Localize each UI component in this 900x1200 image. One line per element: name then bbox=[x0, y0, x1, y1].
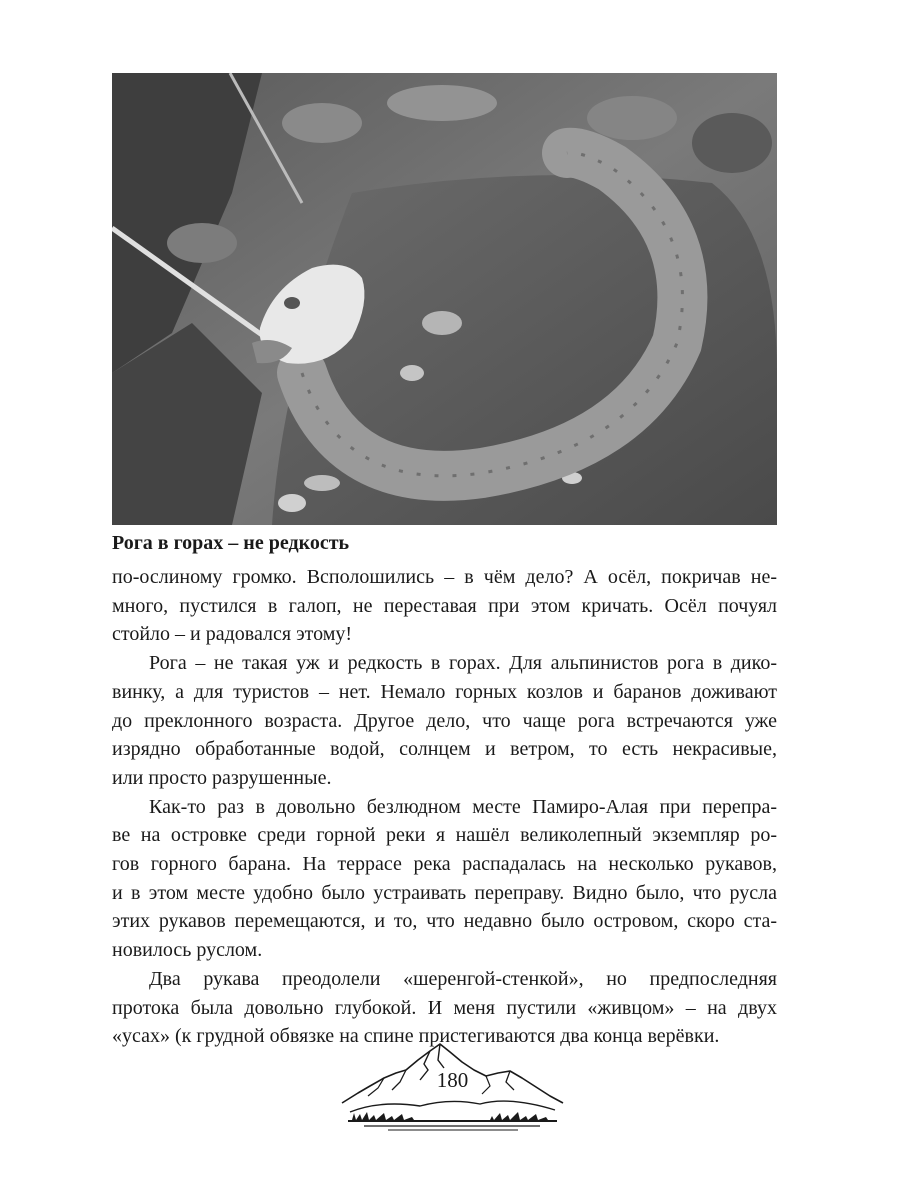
text-line: Как-то раз в довольно безлюдном месте Памиро-Алая при перепра- bbox=[149, 795, 777, 818]
text-line: по-ослиному громко. Всполошились – в чём дело? А осёл, покричав не- bbox=[112, 566, 777, 588]
text-line: протока была довольно глубокой. И меня пустили «живцом» – на двух bbox=[112, 996, 777, 1019]
text-line: новилось руслом. bbox=[112, 939, 263, 962]
ram-horns-photo bbox=[112, 73, 777, 525]
figure-photo bbox=[112, 73, 777, 525]
text-line: изрядно обработанные водой, солнцем и ветром, то есть некрасивые, bbox=[112, 738, 777, 761]
text-line: много, пустился в галоп, не переставая при этом кричать. Осёл почуял bbox=[112, 594, 777, 617]
text-line: этих рукавов перемещаются, и то, что недавно было островом, скоро ста- bbox=[112, 910, 777, 933]
text-line: ве на островке среди горной реки я нашёл великолепный экземпляр ро- bbox=[112, 824, 777, 847]
page-number: 180 bbox=[436, 1068, 469, 1092]
text-line: Два рукава преодолели «шеренгой-стенкой», но предпоследняя bbox=[149, 967, 777, 990]
text-line: стойло – и радовался этому! bbox=[112, 623, 353, 646]
text-line: винку, а для туристов – нет. Немало горных козлов и баранов доживают bbox=[112, 680, 777, 703]
text-line: Рога – не такая уж и редкость в горах. Для альпинистов рога в дико- bbox=[149, 652, 777, 675]
text-line: гов горного барана. На террасе река распадалась на несколько рукавов, bbox=[112, 853, 777, 876]
text-line: «усах» (к грудной обвязке на спине пристегиваются два конца верёвки. bbox=[112, 1025, 720, 1048]
text-line: и в этом месте удобно было устраивать переправу. Видно было, что русла bbox=[112, 881, 777, 904]
text-line: до преклонного возраста. Другое дело, что чаще рога встречаются уже bbox=[112, 709, 777, 732]
text-line: или просто разрушенные. bbox=[112, 766, 332, 789]
body-text bbox=[112, 563, 777, 1051]
page-footer bbox=[340, 1040, 565, 1135]
figure-caption: Рога в горах – не редкость bbox=[112, 532, 350, 554]
